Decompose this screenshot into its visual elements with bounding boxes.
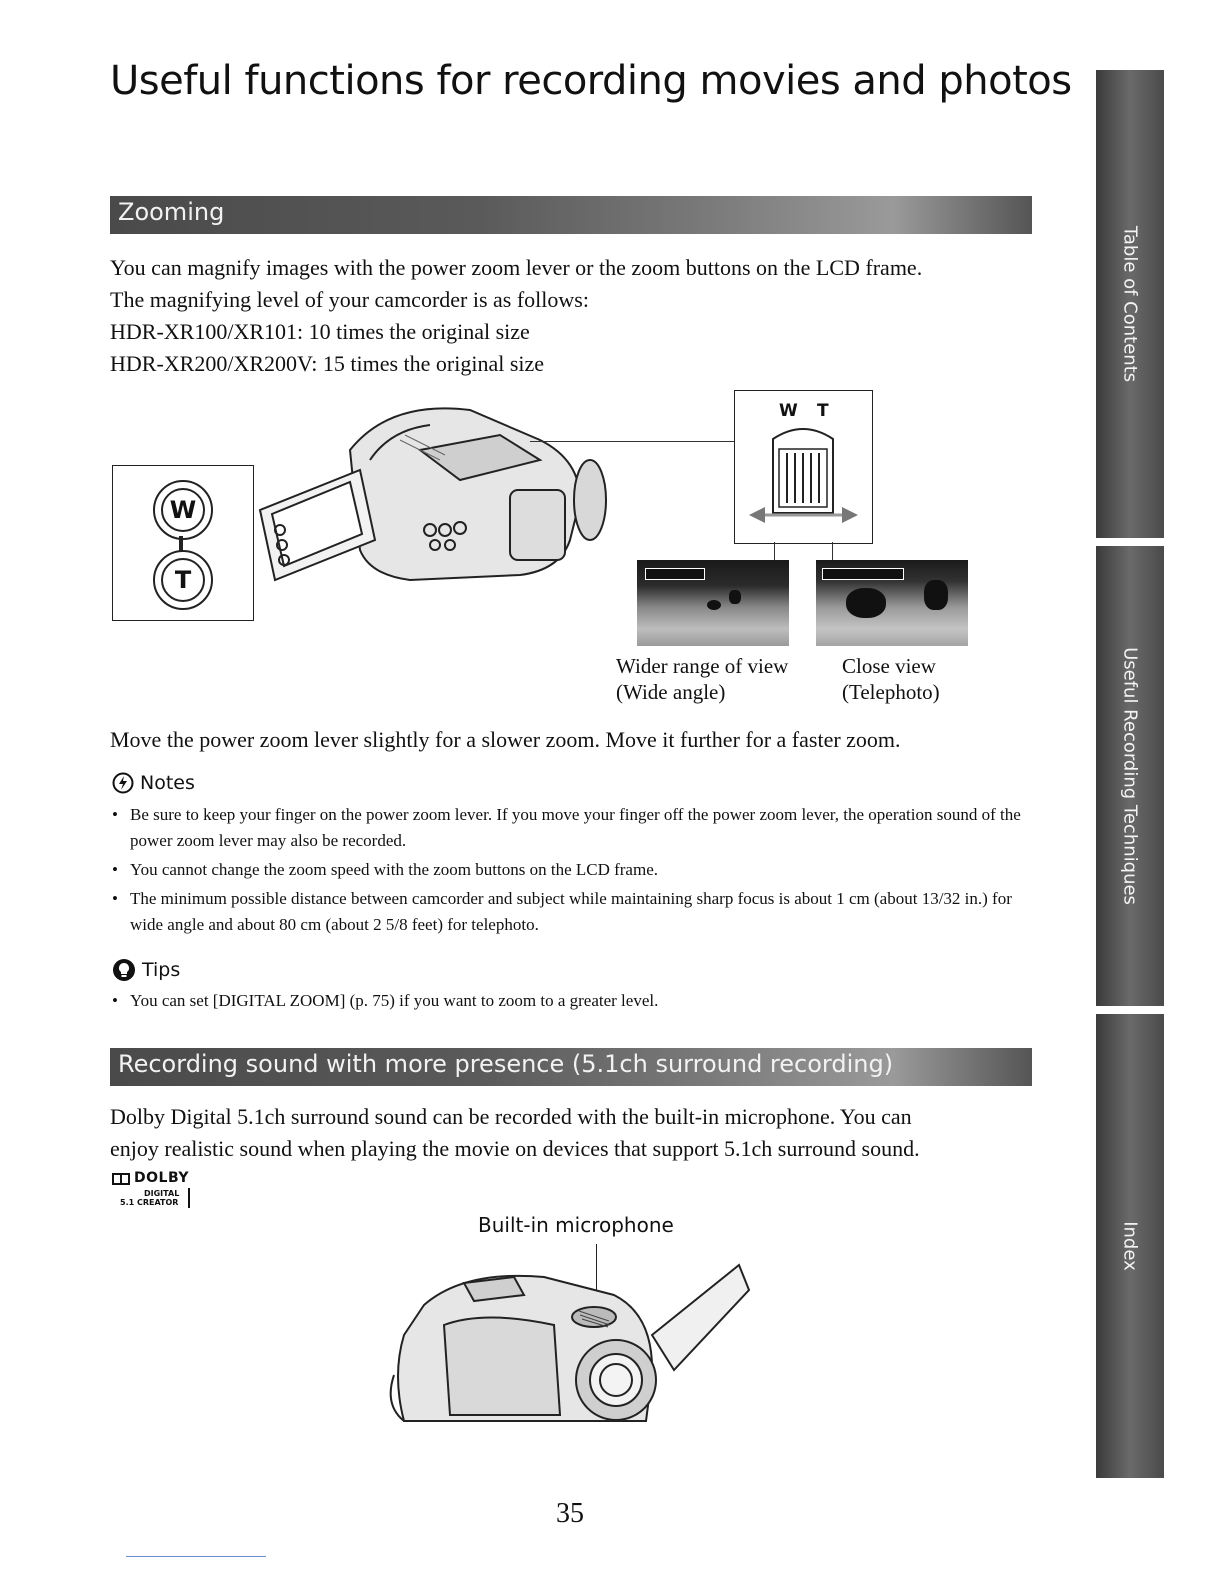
zoom-model-line: HDR-XR200/XR200V: 15 times the original size	[110, 351, 545, 376]
note-item: • The minimum possible distance between camcorder and subject while maintaining sharp focus is about 1 cm (about 13/32 in.) for wide angle and about 80 cm (about 2 5/8 feet) for telephoto.	[112, 886, 1042, 938]
wide-caption-line: Wider range of view	[616, 654, 789, 678]
zoom-intro-line: The magnifying level of your camcorder is as follows:	[110, 287, 589, 312]
camcorder-side-illustration	[240, 390, 620, 590]
t-button-label: T	[161, 558, 205, 602]
tip-text: You can set [DIGITAL ZOOM] (p. 75) if you want to zoom to a greater level.	[130, 991, 659, 1010]
page-title: Useful functions for recording movies and photos	[110, 58, 1072, 104]
mic-label: Built-in microphone	[478, 1213, 674, 1237]
camcorder-front-illustration	[384, 1255, 764, 1427]
dolby-divider	[188, 1188, 190, 1208]
section-heading-zooming-text: Zooming	[118, 198, 225, 226]
side-tab-label: Useful Recording Techniques	[1119, 647, 1141, 905]
tip-item: • You can set [DIGITAL ZOOM] (p. 75) if you want to zoom to a greater level.	[112, 988, 1042, 1014]
dolby-digital-word: DIGITAL	[144, 1189, 180, 1198]
tele-caption	[842, 653, 940, 705]
zoom-t-button-illustration	[153, 550, 213, 610]
lever-t-label: T	[817, 401, 829, 421]
dolby-double-d-icon	[112, 1173, 130, 1185]
wide-leader	[774, 542, 775, 562]
dog-small-1	[707, 600, 721, 610]
scan-artifact-line	[126, 1556, 266, 1557]
dolby-creator-word: 5.1 CREATOR	[120, 1198, 179, 1207]
zoom-indicator-wide	[645, 568, 705, 580]
dog-large-1	[846, 588, 886, 618]
zoom-w-button-illustration	[153, 480, 213, 540]
leader-line	[530, 441, 735, 442]
wide-caption	[616, 653, 788, 705]
tips-label: Tips	[142, 959, 181, 981]
dog-small-2	[729, 590, 741, 604]
tips-header	[112, 958, 180, 982]
dolby-word: DOLBY	[134, 1170, 189, 1186]
notes-header	[112, 772, 195, 794]
note-text: The minimum possible distance between camcorder and subject while maintaining sharp focus is about 1 cm (about 13/32 in.) for wide angle and about 80 cm (about 2 5/8 feet) for telephoto.	[130, 889, 1012, 934]
notes-label: Notes	[140, 772, 195, 794]
tele-leader	[832, 542, 833, 562]
note-item: • You cannot change the zoom speed with the zoom buttons on the LCD frame.	[112, 857, 1042, 883]
dolby-digital-logo	[112, 1170, 208, 1212]
section-heading-surround	[110, 1048, 1032, 1086]
side-tab-useful-recording-techniques[interactable]	[1096, 546, 1164, 1006]
page-number: 35	[556, 1498, 584, 1529]
wide-caption-line: (Wide angle)	[616, 680, 726, 704]
surround-text-line: Dolby Digital 5.1ch surround sound can be recorded with the built-in microphone. You can	[110, 1104, 912, 1129]
w-button-label: W	[161, 488, 205, 532]
zoom-intro-line: You can magnify images with the power zoom lever or the zoom buttons on the LCD frame.	[110, 255, 923, 280]
telephoto-sample-image	[816, 560, 968, 646]
zoom-indicator-tele	[822, 568, 904, 580]
wide-angle-sample-image	[637, 560, 789, 646]
lever-w-label: W	[779, 401, 798, 421]
lightbulb-icon	[112, 958, 136, 982]
power-zoom-lever-icon	[735, 423, 872, 541]
side-tab-index[interactable]	[1096, 1014, 1164, 1478]
section-heading-surround-text: Recording sound with more presence (5.1ch surround recording)	[118, 1050, 894, 1078]
side-tab-table-of-contents[interactable]	[1096, 70, 1164, 538]
side-tab-label: Table of Contents	[1119, 225, 1141, 383]
tele-caption-line: (Telephoto)	[842, 680, 940, 704]
section-heading-zooming	[110, 196, 1032, 234]
note-item: • Be sure to keep your finger on the power zoom lever. If you move your finger off the power zoom lever, the operation sound of the power zoom lever may also be recorded.	[112, 802, 1042, 854]
side-tab-label: Index	[1119, 1221, 1141, 1271]
note-text: Be sure to keep your finger on the power zoom lever. If you move your finger off the power zoom lever, the operation sound of the power zoom lever may also be recorded.	[130, 805, 1021, 850]
zoom-buttons-inset	[112, 465, 254, 621]
dog-large-2	[924, 580, 948, 610]
zoom-lever-inset	[734, 390, 873, 544]
zoom-speed-text: Move the power zoom lever slightly for a slower zoom. Move it further for a faster zoom.	[110, 727, 901, 752]
zoom-model-line: HDR-XR100/XR101: 10 times the original size	[110, 319, 530, 344]
surround-text-line: enjoy realistic sound when playing the movie on devices that support 5.1ch surround sound.	[110, 1136, 920, 1161]
note-text: You cannot change the zoom speed with the zoom buttons on the LCD frame.	[130, 860, 658, 879]
tele-caption-line: Close view	[842, 654, 936, 678]
notes-icon	[112, 772, 134, 794]
